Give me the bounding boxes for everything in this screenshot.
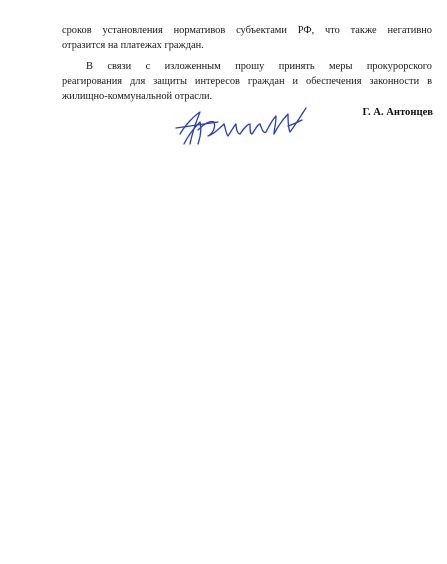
paragraph-line: отразится на платежах граждан. [62, 40, 204, 51]
paragraph-line: жилищно-коммунальной отрасли. [62, 91, 213, 102]
paragraph-line: реагирования для защиты интересов граждан и обеспечения законности в [62, 76, 432, 87]
signer-name: Г. А. Антонцев [362, 107, 433, 118]
handwritten-signature [170, 100, 330, 152]
paragraph-line: В связи с изложенным прошу принять меры прокурорского [86, 61, 432, 72]
paragraph-continuation [62, 23, 432, 53]
paragraph-line: сроков установления нормативов субъектами РФ, что также негативно [62, 25, 432, 36]
paragraph-request [62, 59, 432, 104]
